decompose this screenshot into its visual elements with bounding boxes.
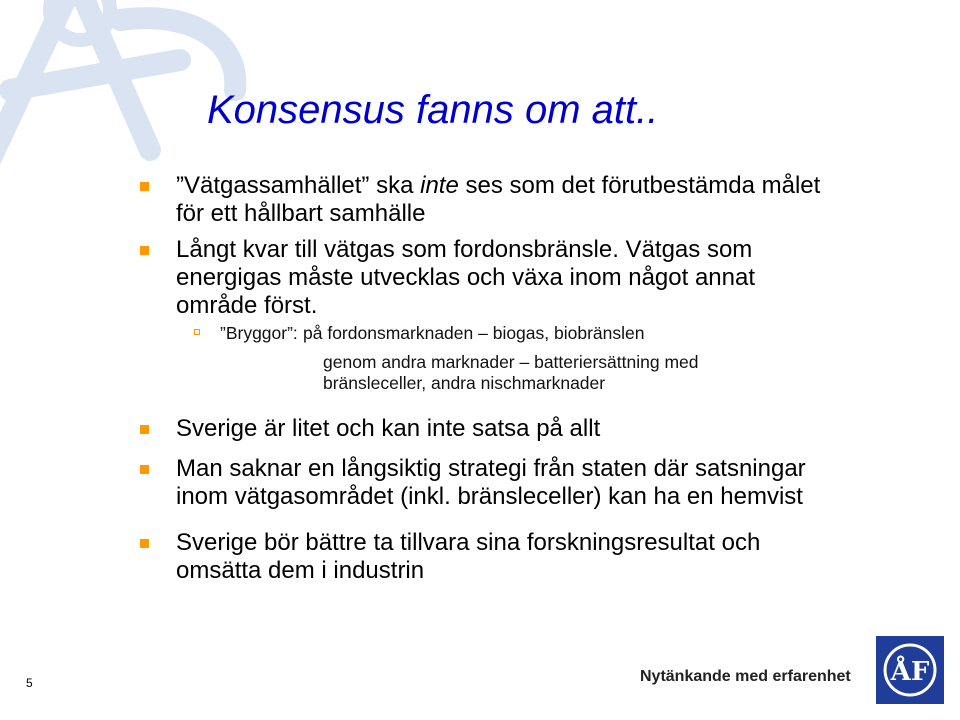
sub-bullet-marker <box>194 329 200 335</box>
svg-text:ÅF: ÅF <box>890 657 930 687</box>
bullet-marker <box>140 465 149 474</box>
sub-bullet-text-1: på fordonsmarknaden – biogas, biobränslen <box>303 323 645 343</box>
slide-title: Konsensus fanns om att.. <box>207 88 659 132</box>
bullet-marker <box>140 246 149 255</box>
bullet-item-4: Man saknar en långsiktig strategi från staten där satsningar inom vätgasområdet (inkl. bränsleceller) kan ha en hemvist <box>176 455 806 510</box>
bullet-item-1: ”Vätgassamhället” ska inte ses som det förutbestämda målet för ett hållbart samhälle <box>176 172 821 227</box>
bullet-marker <box>140 182 149 191</box>
page-number: 5 <box>26 676 33 690</box>
af-logo <box>876 636 944 704</box>
bullet-marker <box>140 539 149 548</box>
af-watermark-logo <box>0 0 250 170</box>
sub-bullet-label: ”Bryggor”: <box>220 323 298 343</box>
bullet-item-5: Sverige bör bättre ta tillvara sina forskningsresultat och omsätta dem i industrin <box>176 529 761 584</box>
bullet-item-2: Långt kvar till vätgas som fordonsbränsle. Vätgas som energigas måste utvecklas och växa inom något annat område först. <box>176 236 756 319</box>
bullet-marker <box>140 425 149 434</box>
sub-bullet-text-3: bränsleceller, andra nischmarknader <box>323 373 606 393</box>
bullet-item-3: Sverige är litet och kan inte satsa på allt <box>176 415 601 442</box>
sub-bullet-text-2: genom andra marknader – batteriersättning med <box>323 352 699 372</box>
footer-tagline: Nytänkande med erfarenhet <box>640 668 851 685</box>
